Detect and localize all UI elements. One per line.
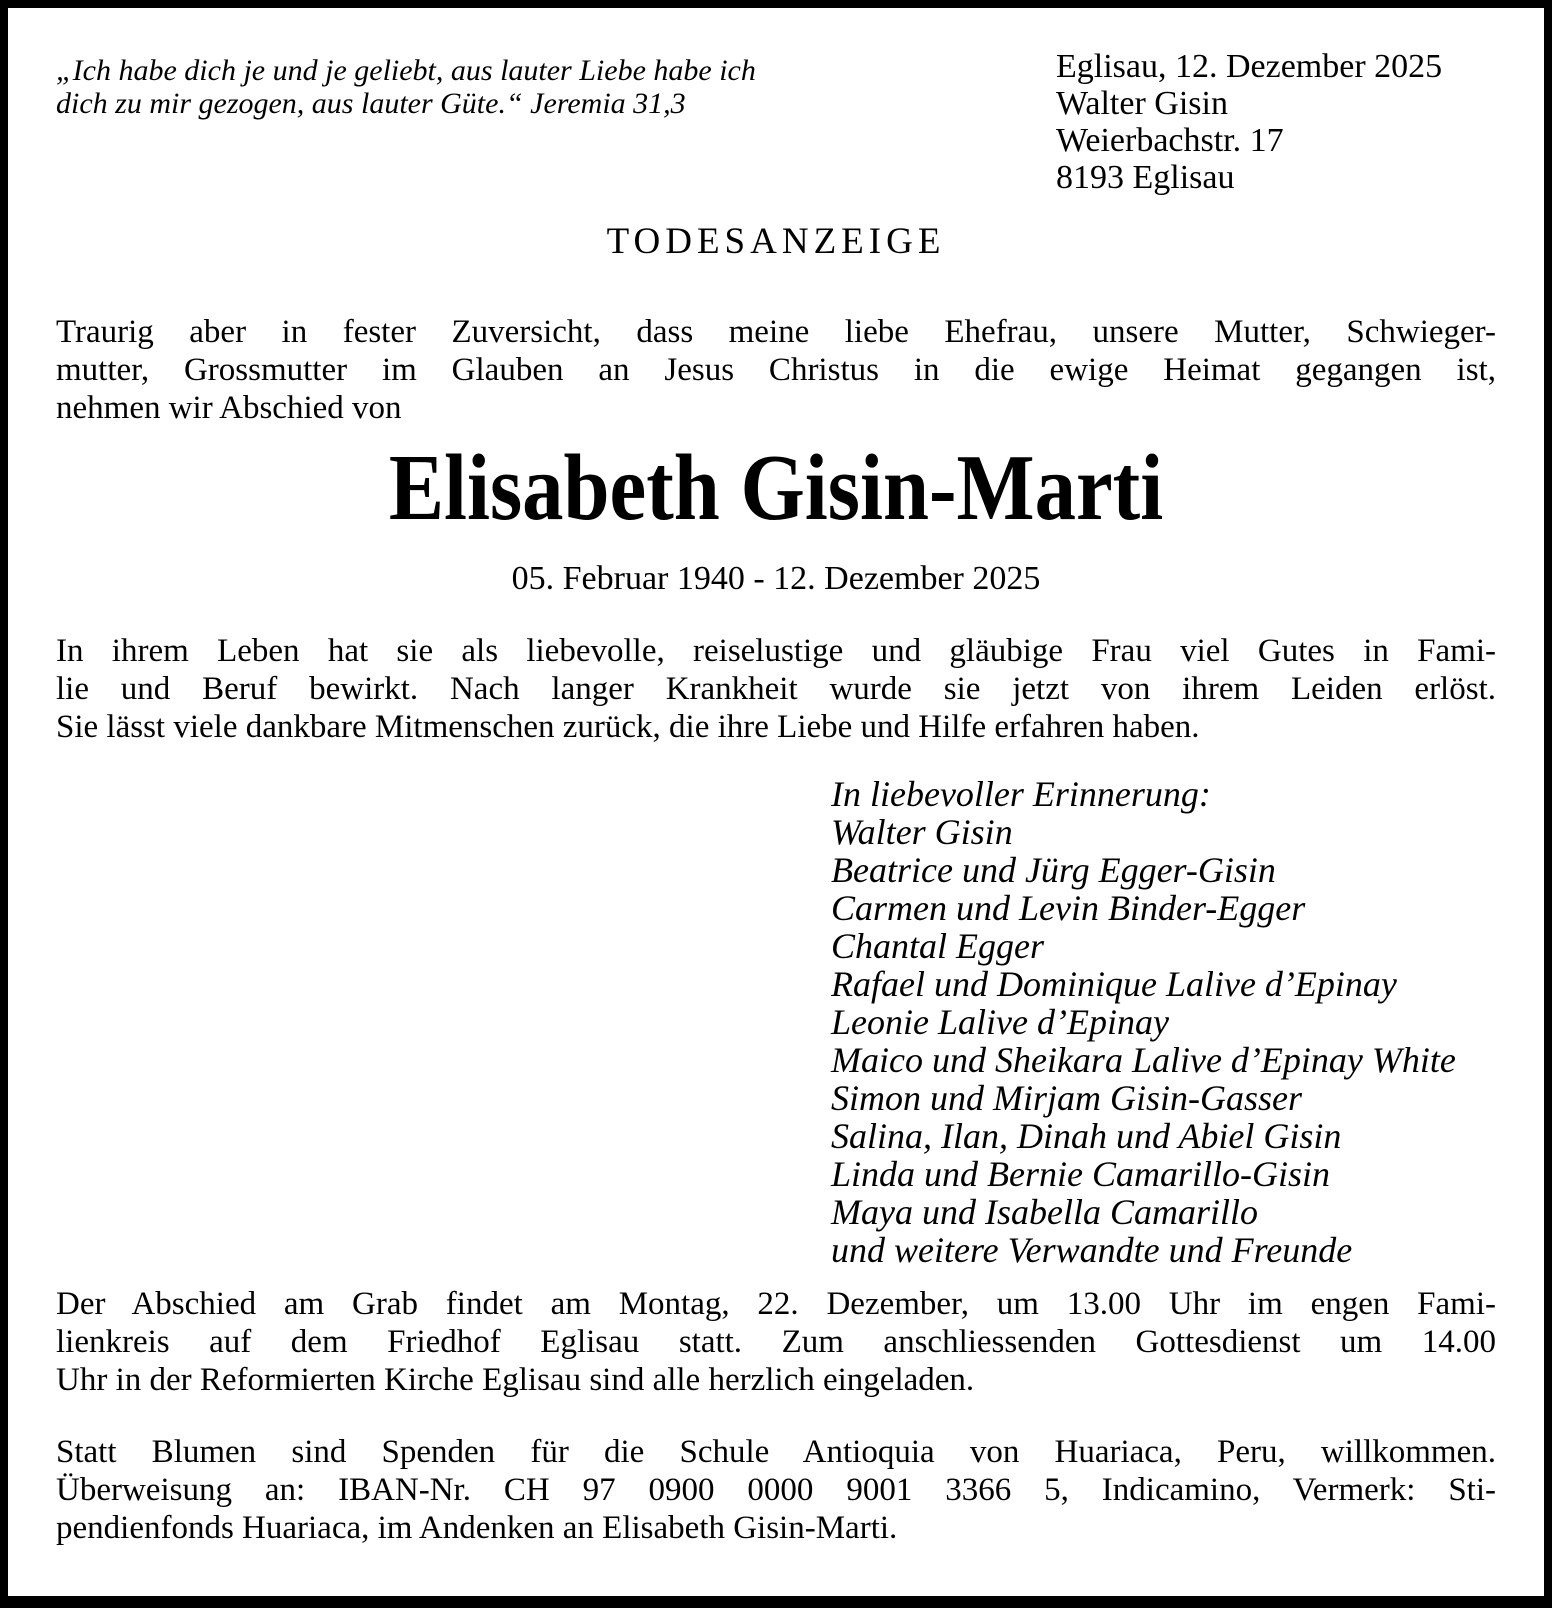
deceased-name: Elisabeth Gisin-Marti xyxy=(388,436,1164,540)
sender-place-date: Eglisau, 12. Dezember 2025 xyxy=(1056,48,1443,85)
donation-line: Statt Blumen sind Spenden für die Schule Antioquia von Huariaca, Peru, willkommen. xyxy=(56,1434,1496,1470)
quote-line: dich zu mir gezogen, aus lauter Güte.“ Jeremia 31,3 xyxy=(56,87,686,120)
obituary-line: lie und Beruf bewirkt. Nach langer Krankheit wurde sie jetzt von ihrem Leiden erlöst. xyxy=(56,671,1496,707)
intro-paragraph xyxy=(56,313,1496,427)
sender-name: Walter Gisin xyxy=(1056,85,1228,122)
mourner-name: Linda und Bernie Camarillo-Gisin xyxy=(831,1154,1331,1194)
intro-line: Traurig aber in fester Zuversicht, dass meine liebe Ehefrau, unsere Mutter, Schwieger- xyxy=(56,314,1496,350)
obituary-line: In ihrem Leben hat sie als liebevolle, reiselustige und gläubige Frau viel Gutes in Fami- xyxy=(56,633,1496,669)
donation-info-paragraph xyxy=(56,1433,1496,1547)
notice-type-heading: TODESANZEIGE xyxy=(606,221,946,262)
mourner-name: und weitere Verwandte und Freunde xyxy=(831,1230,1353,1270)
obituary-paragraph xyxy=(56,632,1496,746)
sender-address xyxy=(1056,48,1496,196)
mourner-name: Carmen und Levin Binder-Egger xyxy=(831,888,1306,928)
mourner-name: Salina, Ilan, Dinah und Abiel Gisin xyxy=(831,1116,1342,1156)
donation-line: pendienfonds Huariaca, im Andenken an Elisabeth Gisin-Marti. xyxy=(56,1510,898,1546)
mourner-name: Simon und Mirjam Gisin-Gasser xyxy=(831,1078,1303,1118)
mourner-name: Walter Gisin xyxy=(831,812,1013,852)
funeral-line: lienkreis auf dem Friedhof Eglisau statt. Zum anschliessenden Gottesdienst um 14.00 xyxy=(56,1324,1496,1360)
obituary-line: Sie lässt viele dankbare Mitmenschen zurück, die ihre Liebe und Hilfe erfahren haben. xyxy=(56,709,1200,745)
funeral-line: Uhr in der Reformierten Kirche Eglisau sind alle herzlich eingeladen. xyxy=(56,1362,975,1398)
sender-street: Weierbachstr. 17 xyxy=(1056,122,1284,159)
life-dates: 05. Februar 1940 - 12. Dezember 2025 xyxy=(511,560,1041,597)
mourners-list xyxy=(56,775,1496,1269)
intro-line: nehmen wir Abschied von xyxy=(56,390,402,426)
mourner-name: Maico und Sheikara Lalive d’Epinay White xyxy=(831,1040,1456,1080)
intro-line: mutter, Grossmutter im Glauben an Jesus Christus in die ewige Heimat gegangen ist, xyxy=(56,352,1496,388)
quote-line: „Ich habe dich je und je geliebt, aus lauter Liebe habe ich xyxy=(56,54,756,87)
donation-line: Überweisung an: IBAN-Nr. CH 97 0900 0000 9001 3366 5, Indicamino, Vermerk: Sti- xyxy=(56,1472,1496,1508)
mourners-title: In liebevoller Erinnerung: xyxy=(831,774,1211,814)
mourner-name: Chantal Egger xyxy=(831,926,1044,966)
bible-quote xyxy=(56,48,756,120)
funeral-info-paragraph xyxy=(56,1285,1496,1399)
sender-city: 8193 Eglisau xyxy=(1056,159,1235,196)
notice-header xyxy=(56,48,1496,196)
mourner-name: Maya und Isabella Camarillo xyxy=(831,1192,1258,1232)
funeral-line: Der Abschied am Grab findet am Montag, 22. Dezember, um 13.00 Uhr im engen Fami- xyxy=(56,1286,1496,1322)
mourner-name: Leonie Lalive d’Epinay xyxy=(831,1002,1169,1042)
mourner-name: Rafael und Dominique Lalive d’Epinay xyxy=(831,964,1397,1004)
mourner-name: Beatrice und Jürg Egger-Gisin xyxy=(831,850,1276,890)
